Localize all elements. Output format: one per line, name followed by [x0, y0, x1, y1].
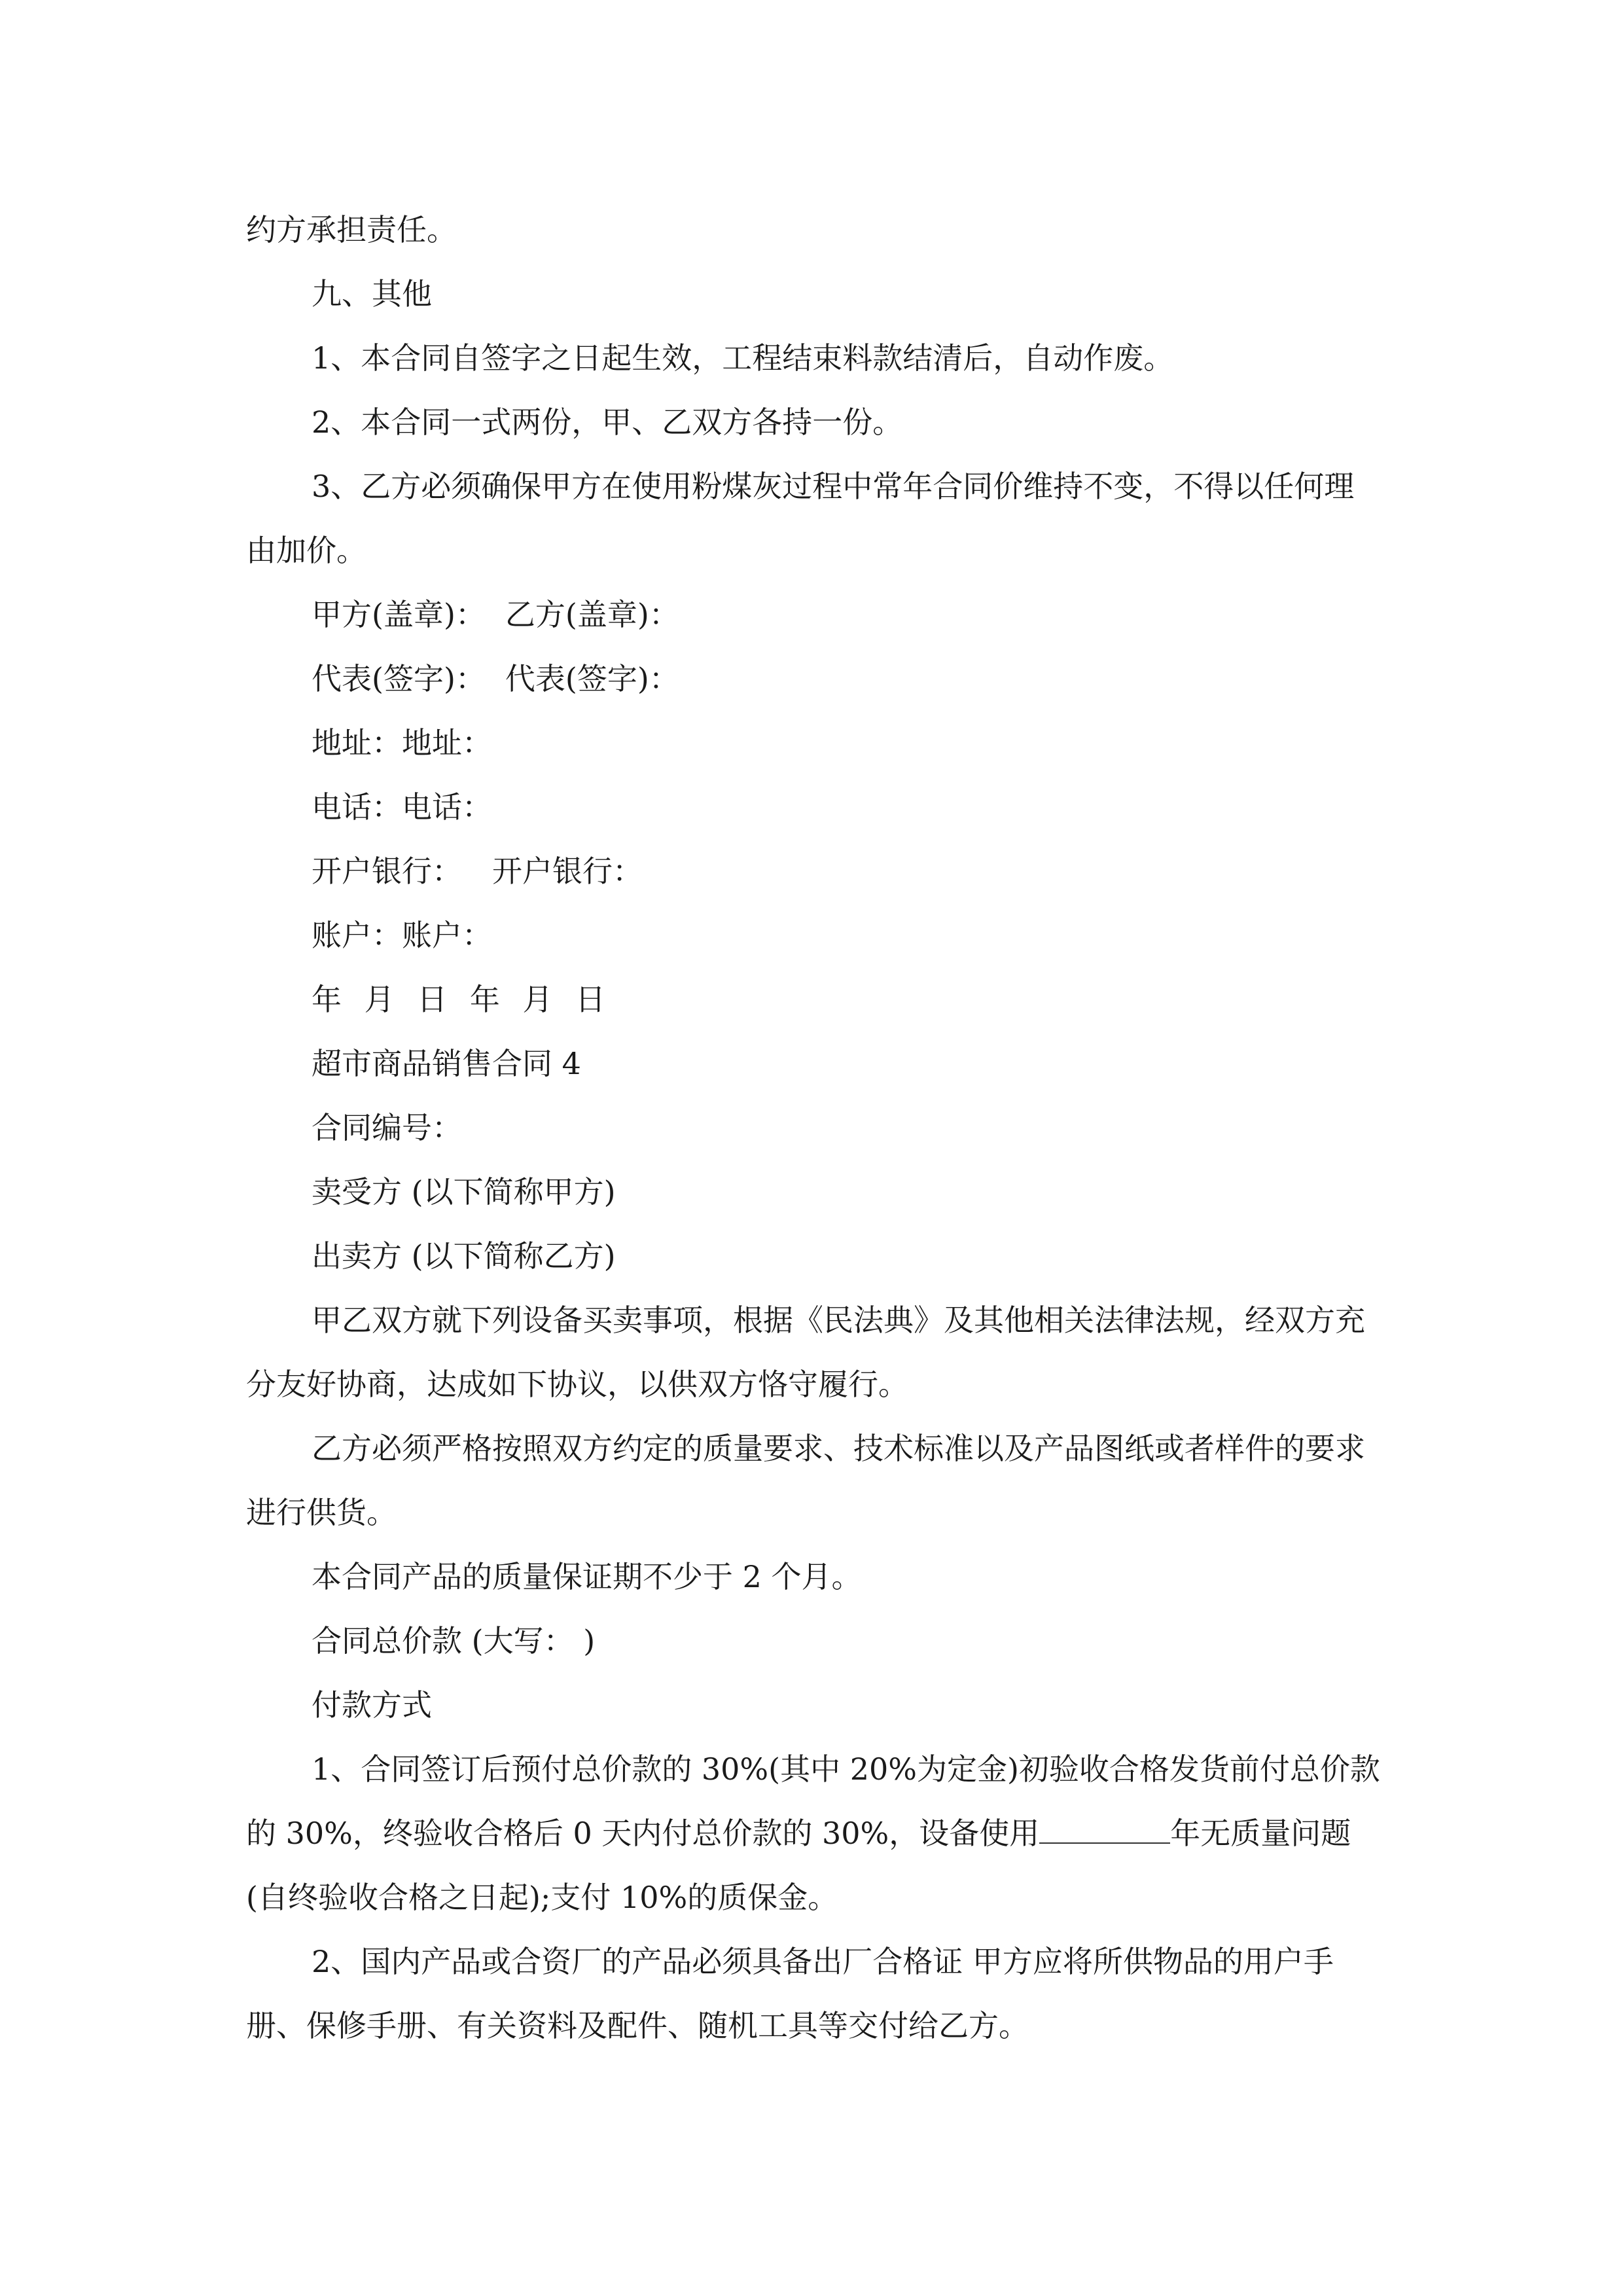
contract-number: 合同编号：: [312, 1110, 462, 1145]
document-body: [246, 198, 1382, 2058]
party-b-seal-label: 乙方(盖章)：: [505, 597, 679, 632]
section-heading-other: 九、其他: [312, 276, 432, 312]
party-a-rep-label: 代表(签字)：: [312, 661, 486, 696]
account-line: 账户：账户：: [312, 918, 492, 953]
total-price-line: 合同总价款 (大写： ): [312, 1623, 596, 1659]
quality-requirement-paragraph: 乙方必须严格按照双方约定的质量要求、技术标准以及产品图纸或者样件的要求进行供货。: [246, 1431, 1365, 1530]
date-line: 年 月 日 年 月 日: [312, 982, 606, 1017]
payment-method-heading: 付款方式: [312, 1687, 432, 1723]
clause-1-effective: 1、本合同自签字之日起生效，工程结束料款结清后，自动作废。: [312, 340, 1174, 376]
payment-clause-1-part-a: 1、合同签订后预付总价款的 30%(其中 20%为定金)初验收合格发货前付总价款的 30%，终验收合格后 0 天内付总价款的 30%，设备使用: [246, 1751, 1380, 1851]
blank-years-field: [1039, 1818, 1170, 1844]
signature-rep-line: [246, 647, 1382, 711]
warranty-period-paragraph: 本合同产品的质量保证期不少于 2 个月。: [312, 1559, 862, 1594]
signature-seal-line: [246, 583, 1382, 647]
clause-2-copies: 2、本合同一式两份，甲、乙双方各持一份。: [312, 404, 903, 440]
payment-clause-1-part-b: 年无质量问题(自终验收合格之日起);支付 10%的质保金。: [246, 1816, 1351, 1915]
party-a-seal-label: 甲方(盖章)：: [312, 597, 486, 632]
payment-clause-2: 2、国内产品或合资厂的产品必须具备出厂合格证 甲方应将所供物品的用户手册、保修手册、有关资料及配件、随机工具等交付给乙方。: [246, 1944, 1334, 2043]
bank-line: [246, 839, 1382, 903]
payment-clause-1: [246, 1737, 1382, 1929]
party-b-bank-label: 开户银行：: [492, 853, 643, 889]
seller-line: 出卖方 (以下简称乙方): [312, 1238, 616, 1274]
party-a-bank-label: 开户银行：: [312, 853, 462, 889]
address-line: 地址：地址：: [312, 725, 492, 761]
buyer-line: 卖受方 (以下简称甲方): [312, 1174, 616, 1210]
phone-line: 电话：电话：: [312, 789, 492, 825]
contract-title: 超市商品销售合同 4: [312, 1046, 581, 1081]
paragraph-continuation: 约方承担责任。: [246, 212, 457, 247]
clause-3-price: 3、乙方必须确保甲方在使用粉煤灰过程中常年合同价维持不变，不得以任何理由加价。: [246, 469, 1355, 568]
party-b-rep-label: 代表(签字)：: [505, 661, 679, 696]
preamble-paragraph: 甲乙双方就下列设备买卖事项，根据《民法典》及其他相关法律法规，经双方充分友好协商，达成如下协议，以供双方恪守履行。: [246, 1302, 1365, 1402]
